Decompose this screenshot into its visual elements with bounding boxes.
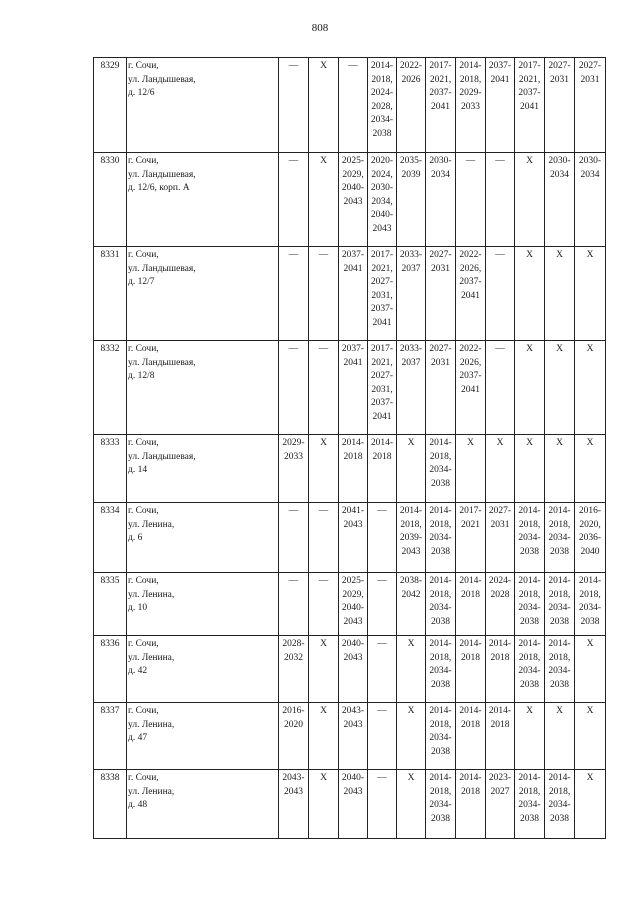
period-cell-5: 2022- 2026 (397, 58, 426, 153)
row-number: 8334 (94, 503, 127, 573)
period-cell-10: 2030- 2034 (545, 153, 575, 247)
period-cell-9: X (515, 435, 545, 503)
period-cell-4: 2014- 2018, 2024- 2028, 2034- 2038 (368, 58, 397, 153)
row-number: 8337 (94, 703, 127, 770)
period-cell-8: 2027- 2031 (486, 503, 515, 573)
page-number: 808 (311, 22, 329, 34)
period-cell-6: 2014- 2018, 2034- 2038 (426, 503, 456, 573)
period-cell-4: 2020- 2024, 2030- 2034, 2040- 2043 (368, 153, 397, 247)
table-body (94, 58, 606, 839)
period-cell-2: X (309, 58, 339, 153)
period-cell-2: — (309, 247, 339, 341)
address-cell: г. Сочи, ул. Ленина, д. 42 (127, 636, 279, 703)
period-cell-4: — (368, 573, 397, 636)
period-cell-2: X (309, 153, 339, 247)
period-cell-2: X (309, 703, 339, 770)
period-cell-10: 2027- 2031 (545, 58, 575, 153)
period-cell-9: 2014- 2018, 2034- 2038 (515, 636, 545, 703)
schedule-table (93, 57, 606, 839)
period-cell-5: 2033- 2037 (397, 341, 426, 435)
period-cell-9: 2017- 2021, 2037- 2041 (515, 58, 545, 153)
period-cell-3: 2040- 2043 (339, 636, 368, 703)
period-cell-1: 2016- 2020 (279, 703, 309, 770)
row-number: 8330 (94, 153, 127, 247)
table-row (94, 153, 606, 247)
period-cell-1: — (279, 341, 309, 435)
period-cell-6: 2014- 2018, 2034- 2038 (426, 770, 456, 839)
period-cell-8: — (486, 153, 515, 247)
period-cell-1: 2028- 2032 (279, 636, 309, 703)
period-cell-9: X (515, 153, 545, 247)
period-cell-6: 2030- 2034 (426, 153, 456, 247)
period-cell-6: 2014- 2018, 2034- 2038 (426, 703, 456, 770)
period-cell-8: — (486, 247, 515, 341)
period-cell-5: X (397, 703, 426, 770)
period-cell-4: — (368, 703, 397, 770)
period-cell-6: 2027- 2031 (426, 247, 456, 341)
row-number: 8331 (94, 247, 127, 341)
period-cell-3: 2037- 2041 (339, 247, 368, 341)
period-cell-10: 2014- 2018, 2034- 2038 (545, 503, 575, 573)
period-cell-1: — (279, 58, 309, 153)
period-cell-10: 2014- 2018, 2034- 2038 (545, 636, 575, 703)
period-cell-4: — (368, 503, 397, 573)
period-cell-7: 2014- 2018, 2029- 2033 (456, 58, 486, 153)
period-cell-11: 2030- 2034 (575, 153, 606, 247)
address-cell: г. Сочи, ул. Ландышевая, д. 12/6, корп. А (127, 153, 279, 247)
period-cell-11: X (575, 703, 606, 770)
period-cell-6: 2014- 2018, 2034- 2038 (426, 435, 456, 503)
period-cell-10: 2014- 2018, 2034- 2038 (545, 573, 575, 636)
table-row (94, 573, 606, 636)
address-cell: г. Сочи, ул. Ленина, д. 10 (127, 573, 279, 636)
row-number: 8335 (94, 573, 127, 636)
table-row (94, 247, 606, 341)
period-cell-2: — (309, 341, 339, 435)
period-cell-7: 2014- 2018 (456, 703, 486, 770)
table-row (94, 770, 606, 839)
period-cell-9: 2014- 2018, 2034- 2038 (515, 770, 545, 839)
row-number: 8332 (94, 341, 127, 435)
address-cell: г. Сочи, ул. Ландышевая, д. 12/6 (127, 58, 279, 153)
period-cell-6: 2027- 2031 (426, 341, 456, 435)
address-cell: г. Сочи, ул. Ленина, д. 48 (127, 770, 279, 839)
period-cell-5: X (397, 636, 426, 703)
period-cell-8: — (486, 341, 515, 435)
period-cell-1: — (279, 247, 309, 341)
period-cell-4: 2017- 2021, 2027- 2031, 2037- 2041 (368, 247, 397, 341)
period-cell-1: — (279, 503, 309, 573)
table-row (94, 503, 606, 573)
period-cell-3: 2025- 2029, 2040- 2043 (339, 153, 368, 247)
period-cell-1: 2043- 2043 (279, 770, 309, 839)
address-cell: г. Сочи, ул. Ленина, д. 47 (127, 703, 279, 770)
period-cell-8: 2023- 2027 (486, 770, 515, 839)
period-cell-1: — (279, 153, 309, 247)
period-cell-10: 2014- 2018, 2034- 2038 (545, 770, 575, 839)
period-cell-9: 2014- 2018, 2034- 2038 (515, 573, 545, 636)
row-number: 8333 (94, 435, 127, 503)
period-cell-5: 2033- 2037 (397, 247, 426, 341)
period-cell-7: X (456, 435, 486, 503)
period-cell-3: 2037- 2041 (339, 341, 368, 435)
table-row (94, 703, 606, 770)
period-cell-7: 2017- 2021 (456, 503, 486, 573)
period-cell-3: 2014- 2018 (339, 435, 368, 503)
period-cell-2: X (309, 770, 339, 839)
period-cell-1: 2029- 2033 (279, 435, 309, 503)
period-cell-10: X (545, 703, 575, 770)
period-cell-5: 2014- 2018, 2039- 2043 (397, 503, 426, 573)
period-cell-5: X (397, 435, 426, 503)
period-cell-3: 2025- 2029, 2040- 2043 (339, 573, 368, 636)
row-number: 8336 (94, 636, 127, 703)
period-cell-8: X (486, 435, 515, 503)
period-cell-6: 2014- 2018, 2034- 2038 (426, 636, 456, 703)
period-cell-5: X (397, 770, 426, 839)
period-cell-7: — (456, 153, 486, 247)
period-cell-11: 2014- 2018, 2034- 2038 (575, 573, 606, 636)
period-cell-11: X (575, 341, 606, 435)
period-cell-4: 2014- 2018 (368, 435, 397, 503)
period-cell-2: — (309, 573, 339, 636)
address-cell: г. Сочи, ул. Ландышевая, д. 14 (127, 435, 279, 503)
period-cell-9: X (515, 247, 545, 341)
period-cell-11: X (575, 435, 606, 503)
period-cell-11: 2027- 2031 (575, 58, 606, 153)
period-cell-11: X (575, 770, 606, 839)
period-cell-2: — (309, 503, 339, 573)
period-cell-7: 2014- 2018 (456, 573, 486, 636)
table-row (94, 341, 606, 435)
period-cell-4: — (368, 636, 397, 703)
row-number: 8329 (94, 58, 127, 153)
period-cell-9: X (515, 703, 545, 770)
period-cell-2: X (309, 636, 339, 703)
period-cell-5: 2038- 2042 (397, 573, 426, 636)
period-cell-11: 2016- 2020, 2036- 2040 (575, 503, 606, 573)
period-cell-3: 2040- 2043 (339, 770, 368, 839)
period-cell-7: 2014- 2018 (456, 636, 486, 703)
period-cell-8: 2037- 2041 (486, 58, 515, 153)
period-cell-2: X (309, 435, 339, 503)
period-cell-3: 2041- 2043 (339, 503, 368, 573)
period-cell-1: — (279, 573, 309, 636)
table-row (94, 435, 606, 503)
period-cell-7: 2022- 2026, 2037- 2041 (456, 341, 486, 435)
period-cell-11: X (575, 636, 606, 703)
period-cell-3: — (339, 58, 368, 153)
period-cell-4: 2017- 2021, 2027- 2031, 2037- 2041 (368, 341, 397, 435)
period-cell-8: 2024- 2028 (486, 573, 515, 636)
period-cell-8: 2014- 2018 (486, 636, 515, 703)
period-cell-3: 2043- 2043 (339, 703, 368, 770)
period-cell-11: X (575, 247, 606, 341)
period-cell-10: X (545, 247, 575, 341)
period-cell-8: 2014- 2018 (486, 703, 515, 770)
period-cell-9: X (515, 341, 545, 435)
period-cell-10: X (545, 341, 575, 435)
period-cell-7: 2022- 2026, 2037- 2041 (456, 247, 486, 341)
period-cell-5: 2035- 2039 (397, 153, 426, 247)
period-cell-9: 2014- 2018, 2034- 2038 (515, 503, 545, 573)
address-cell: г. Сочи, ул. Ландышевая, д. 12/8 (127, 341, 279, 435)
table-row (94, 58, 606, 153)
row-number: 8338 (94, 770, 127, 839)
address-cell: г. Сочи, ул. Ландышевая, д. 12/7 (127, 247, 279, 341)
table-row (94, 636, 606, 703)
period-cell-7: 2014- 2018 (456, 770, 486, 839)
period-cell-6: 2014- 2018, 2034- 2038 (426, 573, 456, 636)
period-cell-6: 2017- 2021, 2037- 2041 (426, 58, 456, 153)
period-cell-10: X (545, 435, 575, 503)
period-cell-4: — (368, 770, 397, 839)
address-cell: г. Сочи, ул. Ленина, д. 6 (127, 503, 279, 573)
